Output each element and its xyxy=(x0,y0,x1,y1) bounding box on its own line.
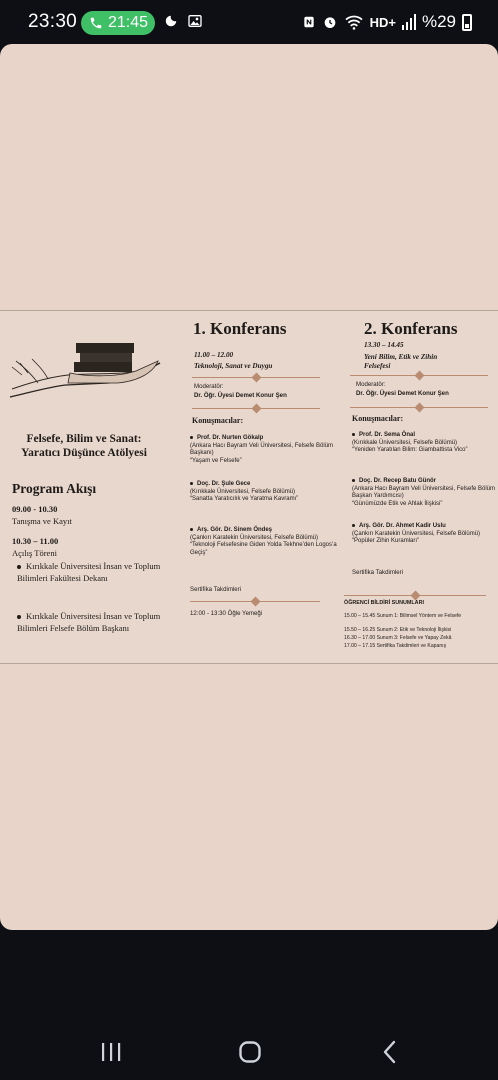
event-poster[interactable] xyxy=(0,310,498,664)
opening-speaker-2: Kırıkkale Üniversitesi İnsan ve Toplum Bilimleri Felsefe Bölüm Başkanı xyxy=(17,611,161,633)
divider xyxy=(350,371,488,379)
student-presentation-1: 15.00 – 15.45 Sunum 1: Bilimsel Yöntem ve Felsefe xyxy=(344,613,462,619)
poster-column-conference-2 xyxy=(342,311,494,663)
recents-icon xyxy=(100,1041,122,1063)
battery-icon xyxy=(462,14,472,31)
image-viewer[interactable] xyxy=(0,44,498,930)
battery-percent: %29 xyxy=(421,12,456,31)
conference-2-speakers-label: Konuşmacılar: xyxy=(352,414,404,423)
conference-2-topic: Yeni Bilim, Etik ve Zihin Felsefesi xyxy=(364,353,438,370)
student-presentations-title: ÖĞRENCİ BİLDİRİ SUNUMLARI xyxy=(344,600,424,606)
call-duration: 21:45 xyxy=(108,14,149,31)
home-icon xyxy=(238,1040,262,1064)
recents-button[interactable] xyxy=(91,1032,131,1072)
lunch-break: 12:00 - 13:30 Öğle Yemeği xyxy=(190,610,263,617)
alarm-icon xyxy=(322,14,338,30)
home-button[interactable] xyxy=(230,1032,270,1072)
back-button[interactable] xyxy=(370,1032,410,1072)
hd-plus-icon: HD+ xyxy=(369,14,396,30)
conference-2-title: 2. Konferans xyxy=(364,319,458,338)
hand-holding-books-illustration xyxy=(8,327,163,403)
conference-2-time: 13.30 – 14.45 xyxy=(364,341,404,349)
conference-1-speaker-1: Prof. Dr. Nurten Gökalp (Ankara Hacı Bayram Veli Üniversitesi, Felsefe Bölüm Başkanı) “Yaşam ve Felsefe” xyxy=(190,435,334,464)
student-presentation-2: 15.50 – 16.25 Sunum 2: Etik ve Teknoloji İlişkisi xyxy=(344,627,452,633)
poster-column-conference-1 xyxy=(180,311,337,663)
ongoing-call-chip[interactable] xyxy=(81,11,155,35)
divider xyxy=(192,373,320,381)
conference-1-moderator-label: Moderatör: xyxy=(194,383,224,390)
divider xyxy=(350,403,488,411)
opening-speaker-1: Kırıkkale Üniversitesi İnsan ve Toplum Bilimleri Fakültesi Dekanı xyxy=(17,561,161,583)
gallery-icon xyxy=(187,13,203,29)
slot1-text: Tanışma ve Kayıt xyxy=(12,516,72,526)
divider xyxy=(192,404,320,412)
slot2-text: Açılış Töreni xyxy=(12,548,57,558)
navigation-bar xyxy=(0,1010,498,1080)
conference-2-speaker-3: Arş. Gör. Dr. Ahmet Kadir Uslu (Çankırı Karatekin Üniversitesi, Felsefe Bölümü) “Popüler Zihin Kuramları” xyxy=(352,523,481,545)
workshop-title: Felsefe, Bilim ve Sanat: Yaratıcı Düşünce Atölyesi xyxy=(21,433,147,459)
conference-2-certificate: Sertifika Takdimleri xyxy=(352,569,404,576)
conference-2-moderator: Dr. Öğr. Üyesi Demet Konur Şen xyxy=(356,390,449,397)
conference-1-moderator: Dr. Öğr. Üyesi Demet Konur Şen xyxy=(194,392,287,399)
divider xyxy=(344,591,486,599)
conference-1-time: 11.00 – 12.00 xyxy=(194,351,234,359)
slot1-time: 09.00 - 10.30 xyxy=(12,504,58,514)
conference-2-moderator-label: Moderatör: xyxy=(356,381,386,388)
conference-1-title: 1. Konferans xyxy=(193,319,287,338)
slot2-time: 10.30 – 11.00 xyxy=(12,536,59,546)
student-presentation-4: 17.00 – 17.15 Sertifika Takdimleri ve Kapanış xyxy=(344,643,447,649)
divider xyxy=(190,597,320,605)
phone-icon xyxy=(89,16,103,30)
conference-2-speaker-1: Prof. Dr. Sema Önal (Kırıkkale Üniversitesi, Felsefe Bölümü) “Yeniden Yaratılan Bilim: Giambattista Vico” xyxy=(352,432,468,454)
status-time: 23:30 xyxy=(28,11,78,32)
poster-column-program xyxy=(0,311,175,663)
back-icon xyxy=(382,1040,398,1064)
signal-icon xyxy=(402,14,416,30)
conference-1-speaker-2: Doç. Dr. Şule Gece (Kırıkkale Üniversitesi, Felsefe Bölümü) “Sanatta Yaratıcılık ve Yaratma Kavramı” xyxy=(190,481,299,503)
moon-icon xyxy=(164,13,178,29)
conference-1-topic: Teknoloji, Sanat ve Duygu xyxy=(194,362,273,370)
program-title: Program Akışı xyxy=(12,481,97,496)
wifi-icon xyxy=(344,14,364,30)
conference-1-speakers-label: Konuşmacılar: xyxy=(192,416,244,425)
status-bar xyxy=(0,0,498,44)
conference-1-speaker-3: Arş. Gör. Dr. Sinem Öndeş (Çankırı Karatekin Üniversitesi, Felsefe Bölümü) “Teknoloji Felsefesine Giden Yolda Tekhne’den Logos’a Geçiş” xyxy=(190,527,337,556)
nfc-icon xyxy=(302,14,316,30)
student-presentation-3: 16.30 – 17.00 Sunum 3: Felsefe ve Yapay Zekâ xyxy=(344,635,452,641)
conference-1-certificate: Sertifika Takdimleri xyxy=(190,586,242,593)
conference-2-speaker-2: Doç. Dr. Recep Batu Günör (Ankara Hacı Bayram Veli Üniversitesi, Felsefe Bölüm Başkan Yardımcısı) “Günümüzde Etik ve Ahlak İlişkisi” xyxy=(352,478,496,507)
